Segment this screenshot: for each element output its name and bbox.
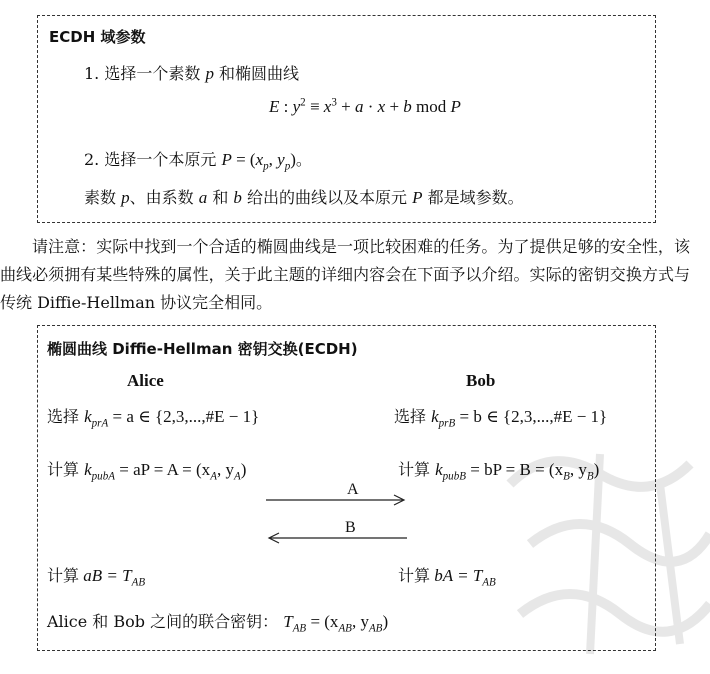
step2-label: 2. 选择一个本原元 <box>84 150 217 169</box>
alice-compute-public: 计算 $k_{pubA}$ = aP = $A = (x_A$, $y_A$) <box>47 460 247 483</box>
step1-label: 1. 选择一个素数 <box>84 64 201 83</box>
note-paragraph: 请注意：实际中找到一个合适的椭圆曲线是一项比较困难的任务。为了提供足够的安全性，该曲线必须拥有某些特殊的属性，关于此主题的详细内容会在下面予以介绍。实际的密钥交换方式与传统 Diffie-Hellman 协议完全相同。 <box>0 237 690 312</box>
alice-header: Alice <box>127 371 164 390</box>
arrow-b-label: B <box>345 519 356 536</box>
bob-choose: 选择 $k_{prB} = b$ ∈ {2,3,...,#E − 1} <box>394 407 608 430</box>
domain-parameters-box <box>37 15 656 223</box>
step2-line: 2. 选择一个本原元 $P = (x_p$, $y_p$)。 <box>84 150 312 173</box>
alice-compute-shared: 计算 aB = $T_{AB}$ <box>47 566 146 589</box>
ecdh-protocol-box <box>37 325 656 651</box>
box1-title: ECDH 域参数 <box>49 28 146 46</box>
bob-compute-shared: 计算 bA = $T_{AB}$ <box>398 566 496 589</box>
box2-title: 椭圆曲线 Diffie-Hellman 密钥交换(ECDH) <box>47 340 358 358</box>
arrow-a-label: A <box>347 481 359 498</box>
step1-line <box>84 61 299 84</box>
summary-line: 素数 p、由系数 a 和 b 给出的曲线以及本原元 P 都是域参数。 <box>84 188 524 207</box>
bob-compute-public: 计算 $k_{pubB}$ = bP = $B = (x_B$, $y_B$) <box>398 460 600 483</box>
step1-tail: 和椭圆曲线 <box>219 64 300 83</box>
step1-var: p <box>205 64 214 83</box>
bob-header: Bob <box>466 371 496 390</box>
joint-key-line: Alice 和 Bob 之间的联合密钥： $T_{AB} = (x_{AB}$, $y_{AB}$) <box>47 612 389 635</box>
curve-equation: E : $y^2 \equiv x^3 + a \cdot x + b$ mod P <box>269 96 461 116</box>
alice-choose: 选择 $k_{prA} = a$ ∈ {2,3,...,#E − 1} <box>47 407 260 430</box>
